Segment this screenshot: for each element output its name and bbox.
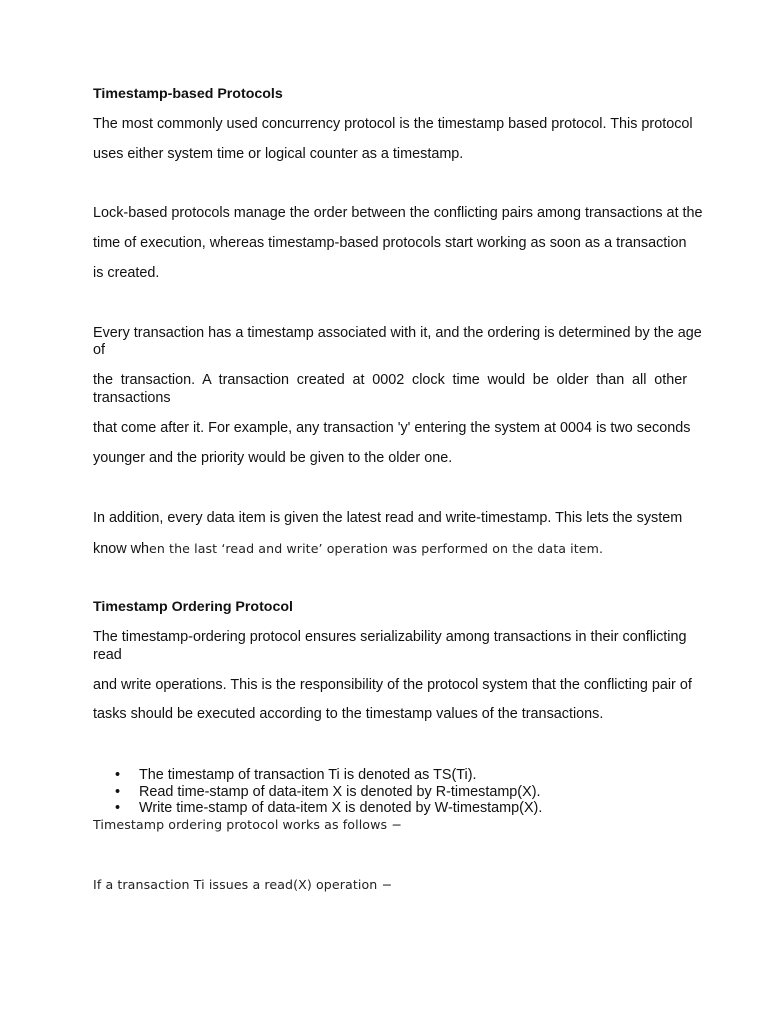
- paragraph-line: and write operations. This is the responsibility of the protocol system that the conflicting pair of: [93, 677, 692, 693]
- text-run-alt-font: en the last ‘read and write’ operation was performed on the data item.: [149, 541, 604, 556]
- paragraph-line: is created.: [93, 265, 160, 281]
- paragraph-line: of: [93, 342, 106, 358]
- list-item-text: The timestamp of transaction Ti is denoted as TS(Ti).: [139, 767, 477, 783]
- section-heading-timestamp-based: Timestamp-based Protocols: [93, 86, 283, 102]
- paragraph-line: read: [93, 647, 122, 663]
- paragraph-line: The timestamp-ordering protocol ensures serializability among transactions in their conflicting: [93, 629, 687, 645]
- paragraph-line: that come after it. For example, any transaction 'y' entering the system at 0004 is two seconds: [93, 420, 691, 436]
- paragraph-line: If a transaction Ti issues a read(X) operation −: [93, 877, 393, 892]
- paragraph-line: transactions: [93, 390, 171, 406]
- paragraph-line: uses either system time or logical counter as a timestamp.: [93, 146, 464, 162]
- paragraph-line: the transaction. A transaction created at 0002 clock time would be older than all other: [93, 372, 687, 388]
- paragraph-line: In addition, every data item is given the latest read and write-timestamp. This lets the system: [93, 510, 683, 526]
- paragraph-line: Timestamp ordering protocol works as follows −: [93, 817, 402, 832]
- bullet-icon: •: [115, 783, 121, 800]
- paragraph-line: younger and the priority would be given to the older one.: [93, 450, 453, 466]
- section-heading-timestamp-ordering: Timestamp Ordering Protocol: [93, 599, 293, 615]
- list-item: [93, 784, 542, 801]
- bullet-list: [93, 767, 542, 817]
- bullet-icon: •: [115, 800, 121, 816]
- paragraph-line: tasks should be executed according to the timestamp values of the transactions.: [93, 706, 604, 722]
- paragraph-line-mixed-font: [93, 540, 687, 558]
- paragraph-line: The most commonly used concurrency protocol is the timestamp based protocol. This protocol: [93, 116, 693, 132]
- paragraph-line: time of execution, whereas timestamp-based protocols start working as soon as a transaction: [93, 235, 687, 251]
- list-item: [93, 800, 542, 817]
- list-item-text: Read time-stamp of data-item X is denoted by R-timestamp(X).: [139, 783, 541, 800]
- list-item-text: Write time-stamp of data-item X is denoted by W-timestamp(X).: [139, 800, 543, 816]
- list-item: [93, 767, 542, 784]
- text-run: know wh: [93, 541, 149, 557]
- bullet-icon: •: [115, 767, 121, 783]
- paragraph-line: Every transaction has a timestamp associated with it, and the ordering is determined by the age: [93, 325, 702, 341]
- paragraph-line: Lock-based protocols manage the order between the conflicting pairs among transactions at the: [93, 205, 703, 221]
